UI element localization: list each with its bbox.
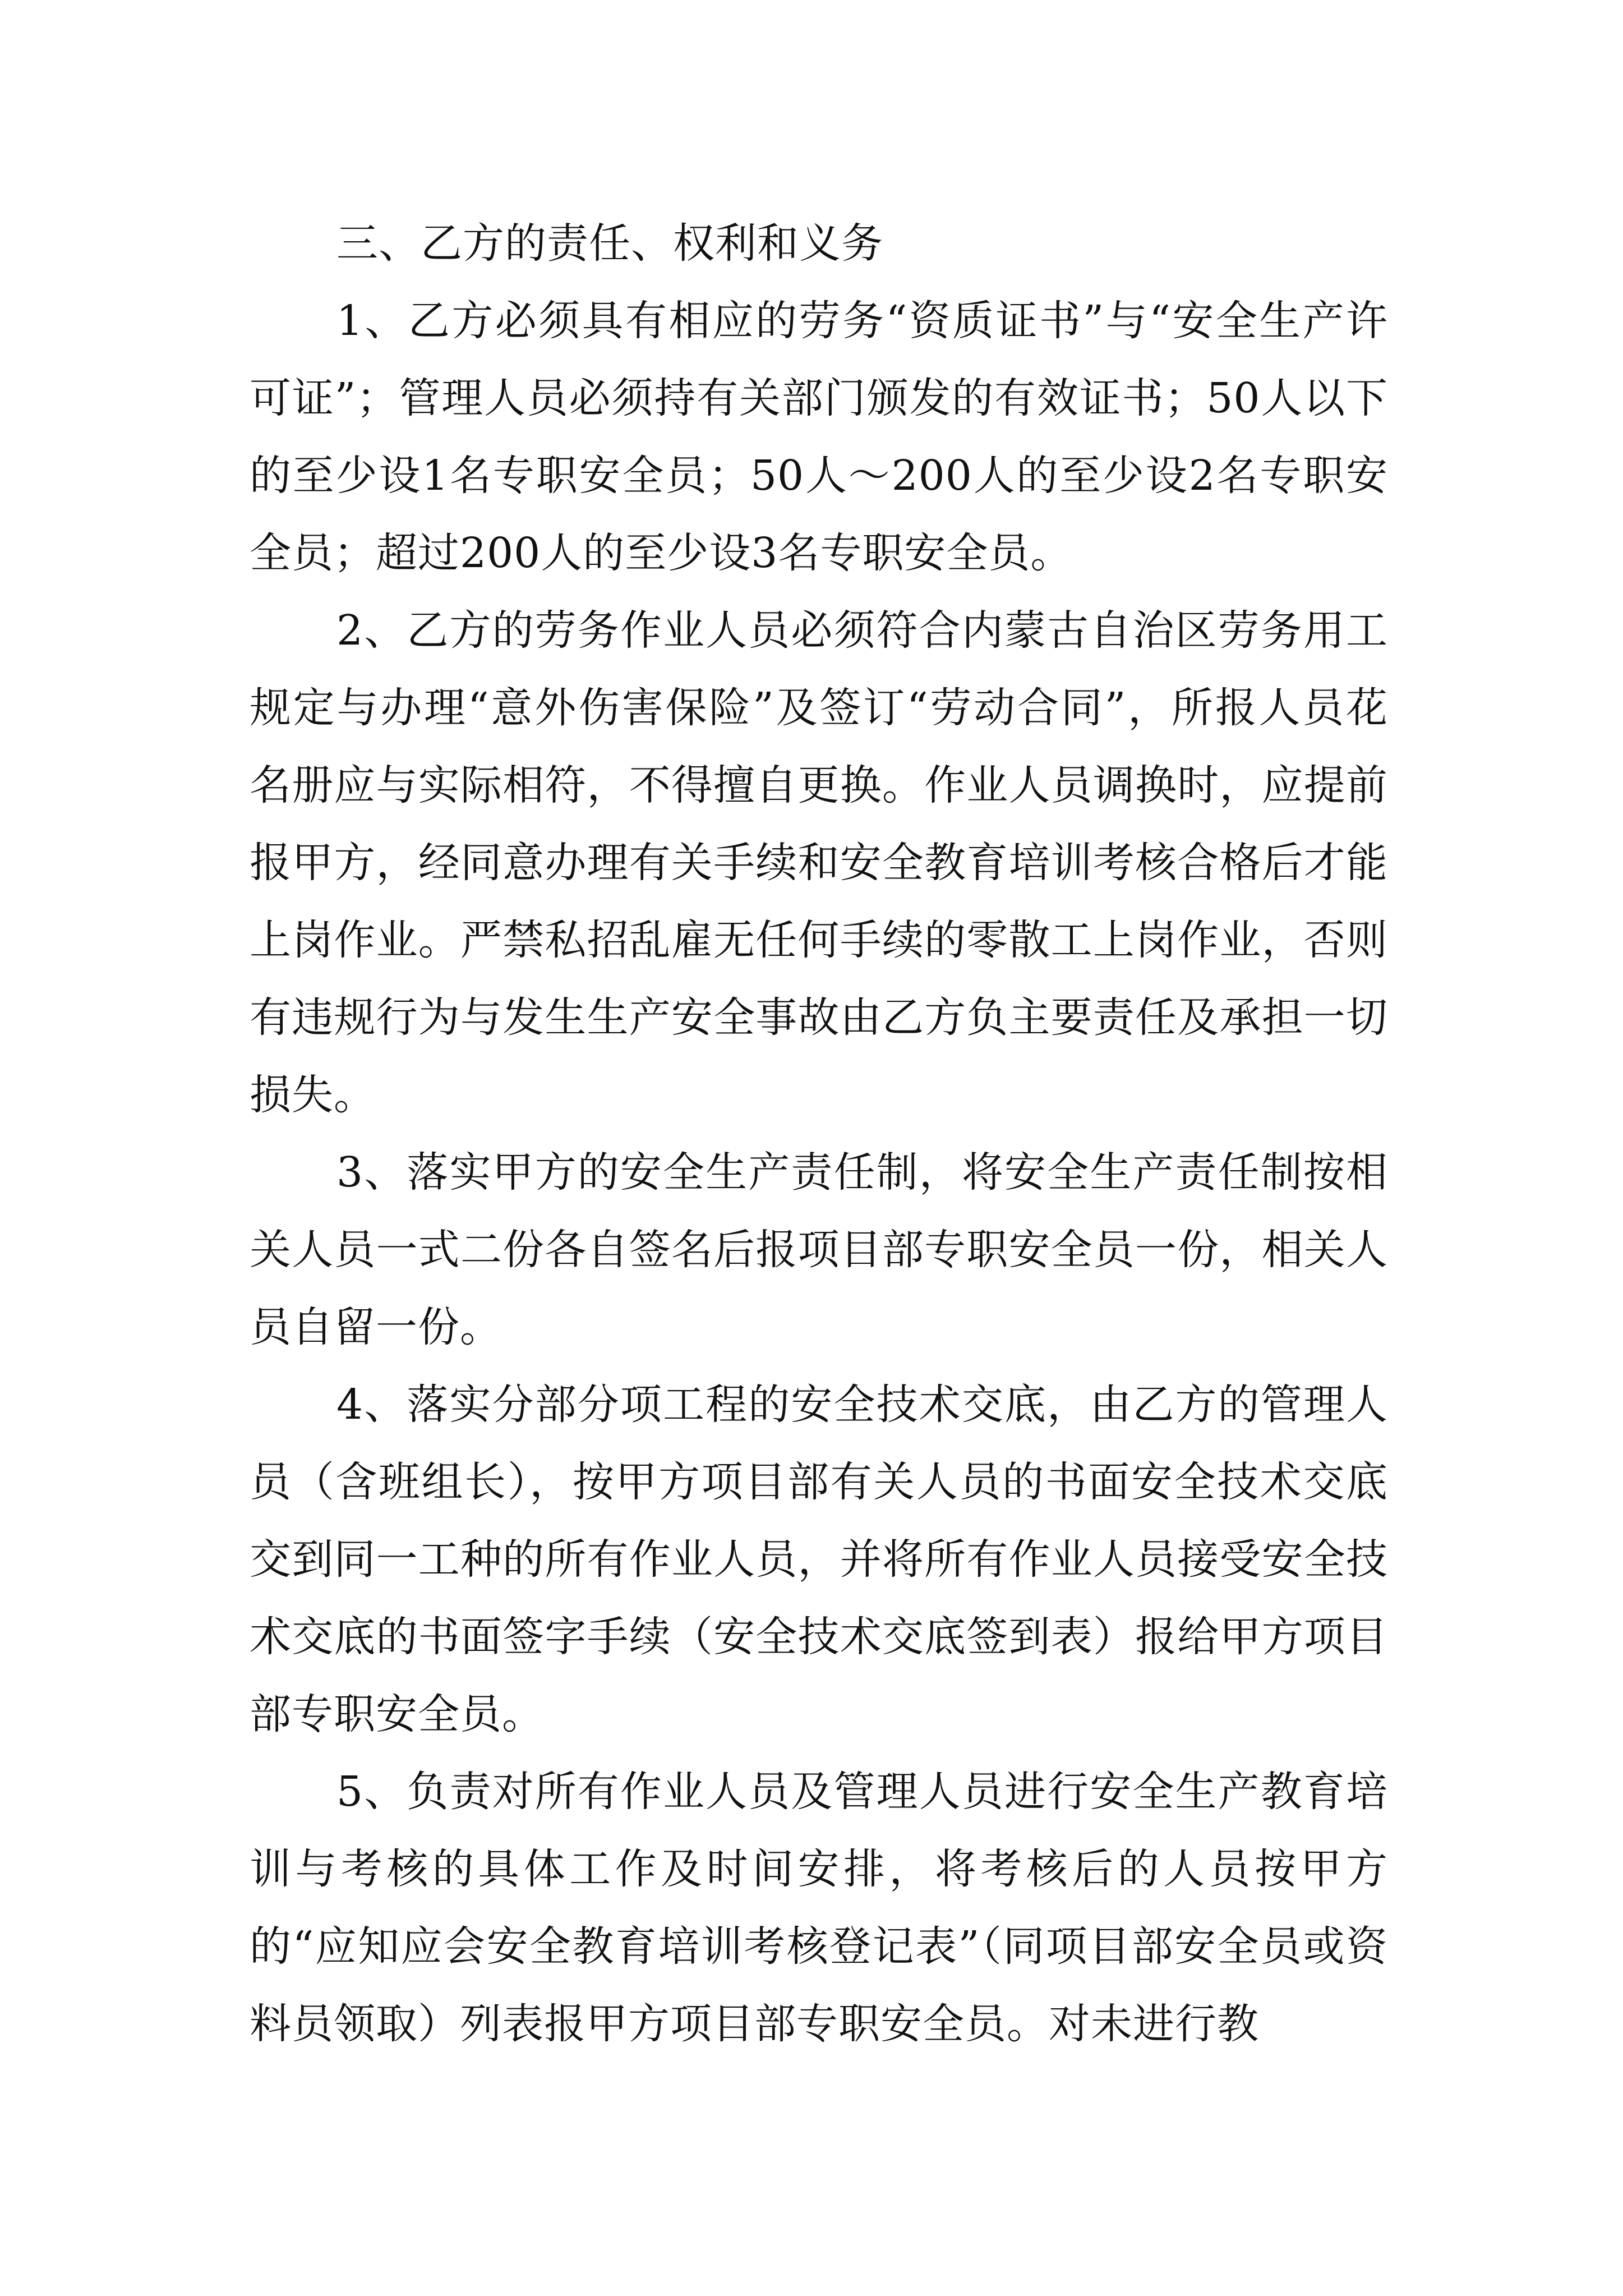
paragraph-5: 5、负责对所有作业人员及管理人员进行安全生产教育培训与考核的具体工作及时间安排，将考核后的人员按甲方的“应知应会安全教育培训考核登记表”（同项目部安全员或资料员领取）列表报甲方项目部专职安全员。对未进行教 — [250, 1768, 1388, 2048]
section-heading: 三、乙方的责任、权利和义务 — [336, 219, 883, 268]
paragraph-1: 1、乙方必须具有相应的劳务“资质证书”与“安全生产许可证”；管理人员必须持有关部门颁发的有效证书；50人以下的至少设1名专职安全员；50人～200人的至少设2名专职安全员；超过200人的至少设3名专职安全员。 — [250, 297, 1388, 577]
paragraph-2: 2、乙方的劳务作业人员必须符合内蒙古自治区劳务用工规定与办理“意外伤害保险”及签订“劳动合同”，所报人员花名册应与实际相符，不得擅自更换。作业人员调换时，应提前报甲方，经同意办理有关手续和安全教育培训考核合格后才能上岗作业。严禁私招乱雇无任何手续的零散工上岗作业，否则有违规行为与发生生产安全事故由乙方负主要责任及承担一切损失。 — [250, 606, 1388, 1119]
paragraph-3: 3、落实甲方的安全生产责任制，将安全生产责任制按相关人员一式二份各自签名后报项目部专职安全员一份，相关人员自留一份。 — [250, 1148, 1388, 1351]
document-body — [250, 205, 1388, 2063]
paragraph-4: 4、落实分部分项工程的安全技术交底，由乙方的管理人员（含班组长），按甲方项目部有关人员的书面安全技术交底交到同一工种的所有作业人员，并将所有作业人员接受安全技术交底的书面签字手续（安全技术交底签到表）报给甲方项目部专职安全员。 — [250, 1381, 1388, 1738]
